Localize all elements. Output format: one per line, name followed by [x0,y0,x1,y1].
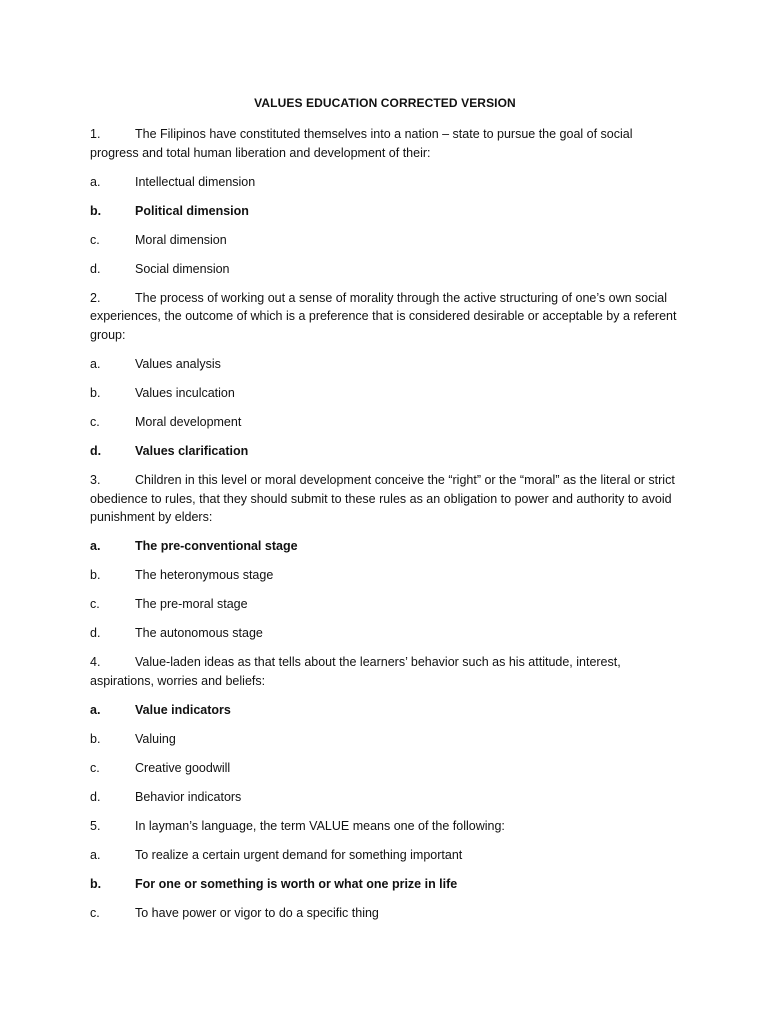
question-list [90,125,680,922]
option-letter: d. [90,789,101,804]
option-text: Values analysis [135,356,221,371]
option-letter: d. [90,261,101,276]
option-letter: b. [90,203,102,218]
option-correct [90,537,680,555]
option-letter: b. [90,731,101,746]
option-text: The pre-conventional stage [135,539,298,554]
question-4 [90,653,680,690]
option-text: Moral development [135,414,242,429]
option-text: Values inculcation [135,385,235,400]
question-text: Value-laden ideas as that tells about the learners’ behavior such as his attitude, interest, aspirations, worries and beliefs: [90,655,621,688]
option-text: Intellectual dimension [135,174,256,189]
option [90,413,680,431]
option-correct [90,701,680,719]
option-correct [90,202,680,220]
option-letter: c. [90,597,100,612]
question-number: 5. [90,818,101,833]
option-letter: a. [90,539,101,554]
option-letter: c. [90,906,100,921]
question-text: The process of working out a sense of morality through the active structuring of one’s own social experiences, the outcome of which is a preference that is considered desirable or acceptable by a referent group: [90,290,677,342]
option [90,759,680,777]
option [90,624,680,642]
option [90,355,680,373]
question-2 [90,289,680,345]
option [90,566,680,584]
option-letter: b. [90,877,102,892]
option-letter: c. [90,760,100,775]
question-number: 3. [90,472,101,487]
question-5 [90,817,680,836]
question-text: The Filipinos have constituted themselves into a nation – state to pursue the goal of social progress and total human liberation and development of their: [90,127,633,160]
option-text: Political dimension [135,203,249,218]
option-text: The pre-moral stage [135,597,248,612]
option-letter: d. [90,626,101,641]
question-number: 4. [90,655,101,670]
option [90,173,680,191]
document-title: VALUES EDUCATION CORRECTED VERSION [254,96,516,110]
question-3 [90,471,680,527]
option [90,231,680,249]
option [90,904,680,922]
option-text: To realize a certain urgent demand for something important [135,848,463,863]
option [90,846,680,864]
option [90,260,680,278]
question-text: Children in this level or moral development conceive the “right” or the “moral” as the literal or strict obedience to rules, that they should submit to these rules as an obligation to power and authority to avoid punishment by elders: [90,472,675,525]
option-text: To have power or vigor to do a specific thing [135,906,379,921]
option-letter: d. [90,443,102,458]
option-text: Behavior indicators [135,789,242,804]
option-text: Social dimension [135,261,230,276]
option-text: For one or something is worth or what one prize in life [135,877,458,892]
question-text: In layman’s language, the term VALUE means one of the following: [135,818,505,833]
option [90,788,680,806]
question-1 [90,125,680,162]
option-letter: a. [90,174,101,189]
option [90,384,680,402]
option-correct [90,442,680,460]
option [90,595,680,613]
option-text: The autonomous stage [135,626,263,641]
question-number: 1. [90,127,101,141]
option [90,730,680,748]
option-letter: c. [90,232,100,247]
question-number: 2. [90,290,101,305]
option-correct [90,875,680,893]
option-text: Creative goodwill [135,760,231,775]
document-page [90,94,680,933]
option-text: Valuing [135,731,176,746]
option-text: Moral dimension [135,232,227,247]
option-text: Value indicators [135,702,231,717]
option-letter: b. [90,568,101,583]
option-letter: c. [90,414,100,429]
option-letter: a. [90,702,101,717]
option-letter: a. [90,356,101,371]
option-letter: a. [90,848,101,863]
option-text: Values clarification [135,443,249,458]
option-letter: b. [90,385,101,400]
option-text: The heteronymous stage [135,568,274,583]
